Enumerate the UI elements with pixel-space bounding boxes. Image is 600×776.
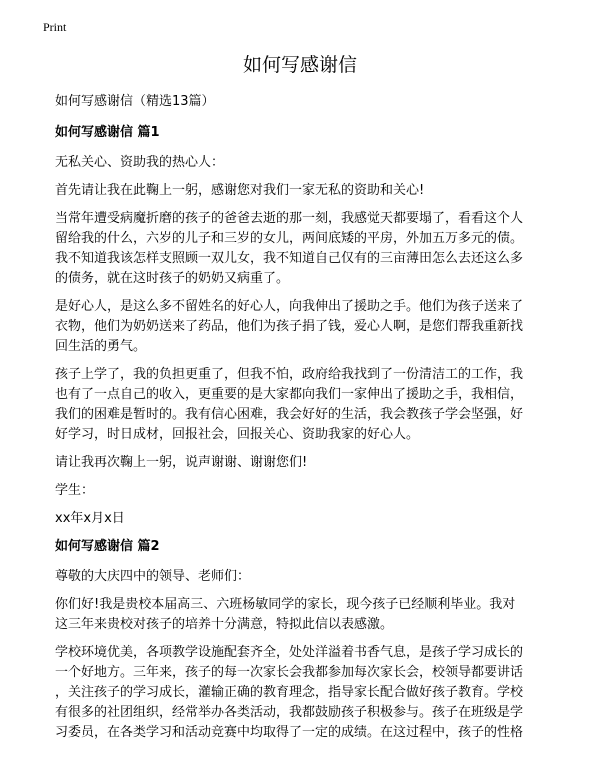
print-link[interactable]: Print xyxy=(43,20,67,34)
paragraph xyxy=(55,297,552,357)
paragraph-line: 首先请让我在此鞠上一躬，感谢您对我们一家无私的资助和关心! xyxy=(55,183,425,198)
letter-1-salutation: 无私关心、资助我的热心人： xyxy=(55,155,225,170)
paragraph-line: 当常年遭受病魔折磨的孩子的爸爸去逝的那一刻，我感觉天都要塌了，看看这个人 xyxy=(55,211,524,226)
paragraph xyxy=(55,453,552,473)
paragraph-line: 回生活的勇气。 xyxy=(55,339,147,354)
paragraph xyxy=(55,365,552,445)
page-title: 如何写感谢信 xyxy=(242,54,357,76)
paragraph-line: 的债务，就在这时孩子的奶奶又病重了。 xyxy=(55,271,290,286)
paragraph-line: 一个好地方。三年来，孩子的每一次家长会我都参加每次家长会，校领导都要讲话 xyxy=(55,665,524,680)
paragraph xyxy=(55,481,552,501)
paragraph-line: 有很多的社团组织，经常举办各类活动，我都鼓励孩子积极参与。孩子在班级是学 xyxy=(55,705,524,720)
paragraph-line: 我们的困难是暂时的。我有信心困难，我会好好的生活，我会教孩子学会坚强，好 xyxy=(55,407,524,422)
document-subtitle: 如何写感谢信（精选13篇） xyxy=(55,94,215,109)
paragraph-line: 好学习，时日成材，回报社会，回报关心、资助我家的好心人。 xyxy=(55,427,420,442)
paragraph-line: 衣物，他们为奶奶送来了药品，他们为孩子捐了钱，爱心人啊，是您们帮我重新找 xyxy=(55,319,524,334)
paragraph-line: xx年x月x日 xyxy=(55,511,125,526)
paragraph-line: 你们好!我是贵校本届高三、六班杨敏同学的家长，现今孩子已经顺利毕业。我对 xyxy=(55,597,516,612)
paragraph-line: 也有了一点自己的收入，更重要的是大家都向我们一家伸出了援助之手，我相信， xyxy=(55,387,524,402)
paragraph-line: 我不知道我该怎样支照顾一双儿女，我不知道自己仅有的三亩薄田怎么去还这么多 xyxy=(55,251,524,266)
letter-2-body xyxy=(55,595,552,743)
paragraph-line: 习委员，在各类学习和活动竞赛中均取得了一定的成绩。在这过程中，孩子的性格 xyxy=(55,725,524,740)
document-body xyxy=(55,92,552,751)
letter-2-salutation: 尊敬的大庆四中的领导、老师们： xyxy=(55,569,251,584)
paragraph-line: 学生： xyxy=(55,483,95,498)
paragraph xyxy=(55,509,552,529)
paragraph-line: 留给我的什么，六岁的儿子和三岁的女儿，两间底矮的平房，外加五万多元的债。 xyxy=(55,231,524,246)
paragraph-line: 孩子上学了，我的负担更重了，但我不怕，政府给我找到了一份清洁工的工作，我 xyxy=(55,367,524,382)
paragraph-line: ，关注孩子的学习成长，灌输正确的教育理念，指导家长配合做好孩子教育。学校 xyxy=(55,685,524,700)
letter-1-body xyxy=(55,181,552,529)
paragraph xyxy=(55,209,552,289)
letter-2-heading: 如何写感谢信 篇2 xyxy=(55,539,160,554)
paragraph xyxy=(55,595,552,635)
paragraph-line: 学校环境优美，各项教学设施配套齐全，处处洋溢着书香气息，是孩子学习成长的 xyxy=(55,645,524,660)
paragraph xyxy=(55,643,552,743)
paragraph-line: 是好心人，是这么多不留姓名的好心人，向我伸出了援助之手。他们为孩子送来了 xyxy=(55,299,524,314)
letter-1-heading: 如何写感谢信 篇1 xyxy=(55,125,160,140)
paragraph-line: 这三年来贵校对孩子的培养十分满意，特拟此信以表感激。 xyxy=(55,617,394,632)
paragraph-line: 请让我再次鞠上一躬，说声谢谢、谢谢您们! xyxy=(55,455,308,470)
paragraph xyxy=(55,181,552,201)
